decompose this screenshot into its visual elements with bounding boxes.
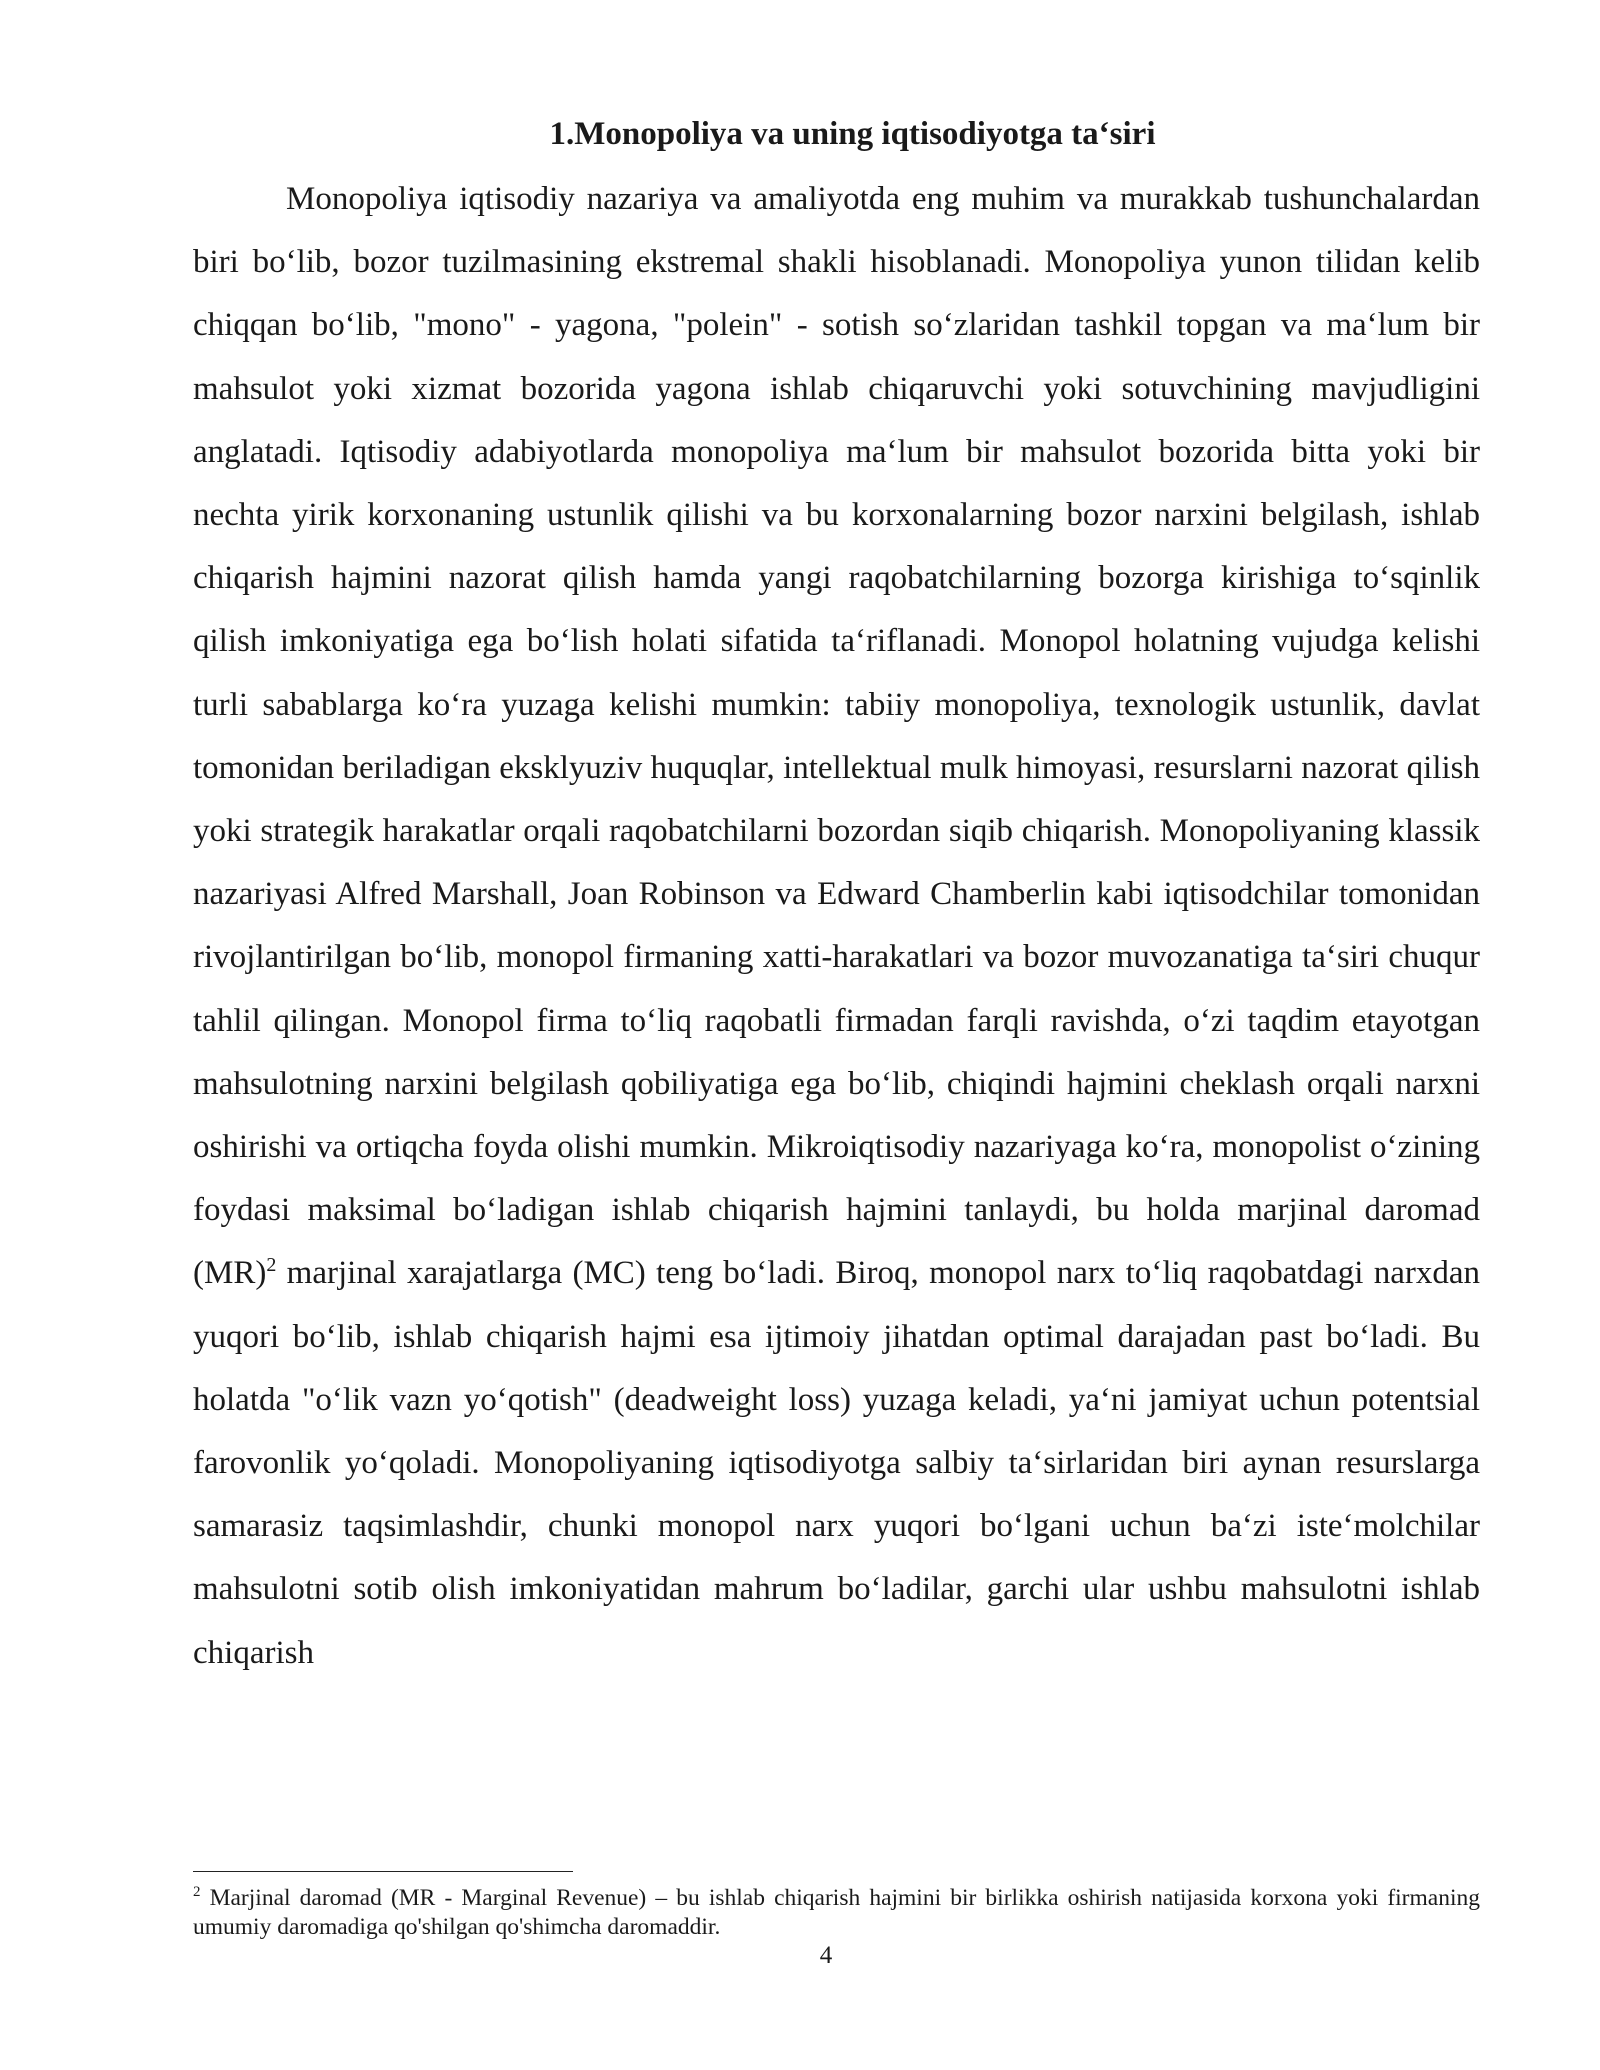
footnote-reference[interactable]: 2 bbox=[266, 1254, 277, 1277]
footnote-number: 2 bbox=[193, 1884, 201, 1901]
body-text bbox=[193, 168, 1480, 1685]
section-title: 1.Monopoliya va uning iqtisodiyotga ta‘siri bbox=[549, 116, 1156, 152]
footnote-separator bbox=[193, 1871, 573, 1872]
page-number: 4 bbox=[819, 1942, 833, 1969]
footnote-text: Marjinal daromad (MR - Marginal Revenue) – bu ishlab chiqarish hajmini bir birlikka oshirish natijasida korxona yoki firmaning umumiy daromadiga qo'shilgan qo'shimcha daromaddir. bbox=[193, 1885, 1480, 1940]
footnote bbox=[193, 1884, 1480, 1942]
paragraph-text-part-1: Monopoliya iqtisodiy nazariya va amaliyotda eng muhim va murakkab tushunchalardan biri bo‘lib, bozor tuzilmasining ekstremal shakli hisoblanadi. Monopoliya yunon tilidan kelib chiqqan bo‘lib, "mono" - yagona, "polein" - sotish so‘zlaridan tashkil topgan va ma‘lum bir mahsulot yoki xizmat bozorida yagona ishlab chiqaruvchi yoki sotuvchining mavjudligini anglatadi. Iqtisodiy adabiyotlarda monopoliya ma‘lum bir mahsulot bozorida bitta yoki bir nechta yirik korxonaning ustunlik qilishi va bu korxonalarning bozor narxini belgilash, ishlab chiqarish hajmini nazorat qilish hamda yangi raqobatchilarning bozorga kirishiga to‘sqinlik qilish imkoniyatiga ega bo‘lish holati sifatida ta‘riflanadi. Monopol holatning vujudga kelishi turli sabablarga ko‘ra yuzaga kelishi mumkin: tabiiy monopoliya, texnologik ustunlik, davlat tomonidan beriladigan eksklyuziv huquqlar, intellektual mulk himoyasi, resurslarni nazorat qilish yoki strategik harakatlar orqali raqobatchilarni bozordan siqib chiqarish. Monopoliyaning klassik nazariyasi Alfred Marshall, Joan Robinson va Edward Chamberlin kabi iqtisodchilar tomonidan rivojlantirilgan bo‘lib, monopol firmaning xatti-harakatlari va bozor muvozanatiga ta‘siri chuqur tahlil qilingan. Monopol firma to‘liq raqobatli firmadan farqli ravishda, o‘zi taqdim etayotgan mahsulotning narxini belgilash qobiliyatiga ega bo‘lib, chiqindi hajmini cheklash orqali narxni oshirishi va ortiqcha foyda olishi mumkin. Mikroiqtisodiy nazariyaga ko‘ra, monopolist o‘zining foydasi maksimal bo‘ladigan ishlab chiqarish hajmini tanlaydi, bu holda marjinal daromad (MR) bbox=[193, 181, 1480, 1292]
paragraph-text-part-2: marjinal xarajatlarga (MC) teng bo‘ladi. Biroq, monopol narx to‘liq raqobatdagi narxdan yuqori bo‘lib, ishlab chiqarish hajmi esa ijtimoiy jihatdan optimal darajadan past bo‘ladi. Bu holatda "o‘lik vazn yo‘qotish" (deadweight loss) yuzaga keladi, ya‘ni jamiyat uchun potentsial farovonlik yo‘qoladi. Monopoliyaning iqtisodiyotga salbiy ta‘sirlaridan biri aynan resurslarga samarasiz taqsimlashdir, chunki monopol narx yuqori bo‘lgani uchun ba‘zi iste‘molchilar mahsulotni sotib olish imkoniyatidan mahrum bo‘ladilar, garchi ular ushbu mahsulotni ishlab chiqarish bbox=[193, 1255, 1480, 1671]
paragraph bbox=[193, 168, 1480, 1685]
